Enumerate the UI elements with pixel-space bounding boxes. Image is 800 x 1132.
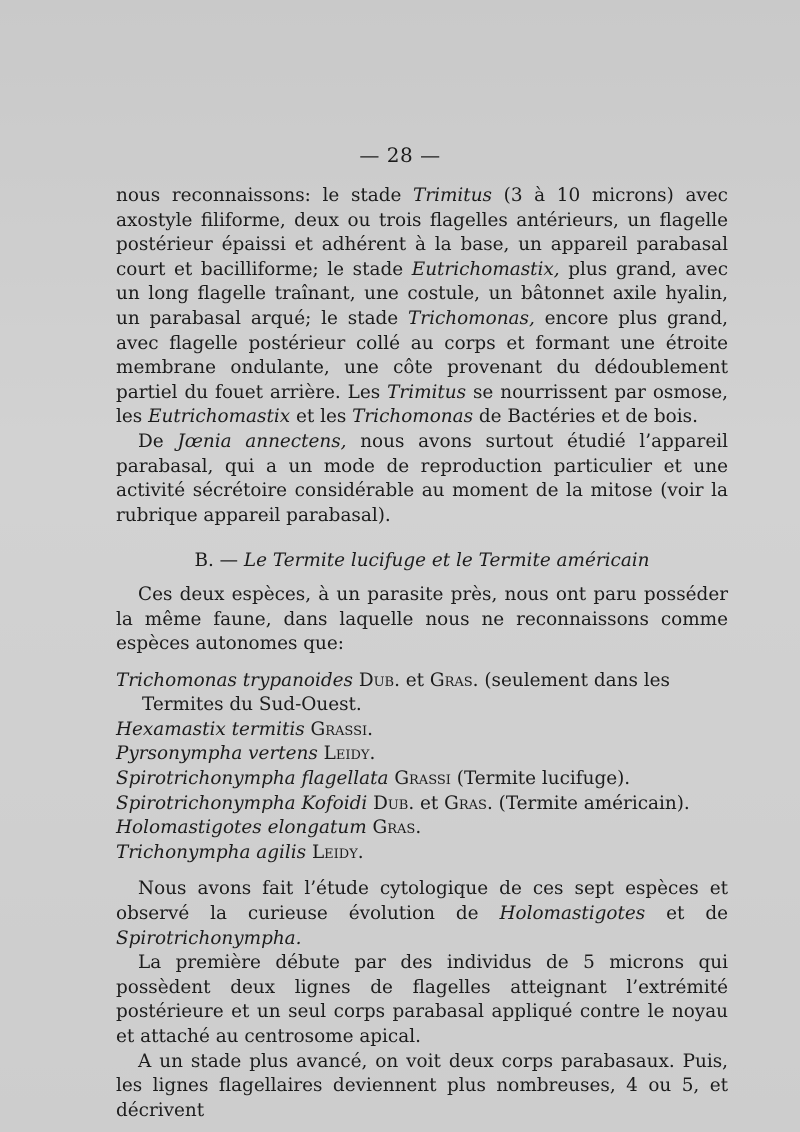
bottom-paragraph: [116, 1050, 728, 1124]
italic-term: Trimitus: [413, 185, 492, 206]
section-title: [116, 549, 728, 574]
intro-paragraph: Ces deux espèces, à un parasite près, nous ont paru posséder la même faune, dans laquelle nous ne reconnaissons comme espèces autonomes que:: [116, 583, 728, 655]
species-author: Dub.: [373, 792, 415, 814]
text-run: La première débute par des individus de 5 microns qui possèdent deux lignes de flagelles atteignant l’extrémité postérieure et un seul corps parabasal appliqué contre le noyau et attaché au centrosome apical.: [116, 952, 728, 1047]
bottom-paragraphs: [116, 877, 728, 1123]
species-note: (Termite lucifuge).: [450, 768, 631, 790]
italic-term: Eutrichomastix: [148, 406, 291, 428]
text-run: de Bactéries et de bois.: [473, 406, 698, 428]
species-author: Gras.: [444, 792, 493, 814]
species-author: Gras.: [429, 669, 479, 691]
species-note: .: [415, 817, 422, 839]
species-author: Leidy: [323, 743, 370, 765]
species-entry: [116, 841, 728, 866]
species-name: Spirotrichonympha flagellata: [116, 768, 389, 790]
text-run: plus grand, avec un long flagelle traînant, une costule, un bâtonnet axile hyalin, un parabasal arqué; le stade: [116, 258, 728, 329]
species-name: Pyrsonympha vertens: [116, 743, 318, 765]
italic-term: Eutrichomastix,: [411, 258, 560, 280]
species-name: Trichonympha agilis: [116, 841, 307, 863]
text-run: encore plus grand, avec flagelle postérieur collé au corps et formant une étroite membrane ondulante, une côte provenant du dédoublement partiel du fouet arrière. Les: [116, 307, 728, 403]
species-author: Gras: [372, 817, 416, 839]
text-run: (3 à 10 microns) avec axostyle filiforme, deux ou trois flagelles antérieurs, un flagelle postérieur épaissi et adhérent à la base, un appareil parabasal court et bacilliforme; le stade: [116, 185, 728, 280]
top-paragraphs: [116, 184, 728, 528]
species-entry: [116, 767, 728, 792]
species-entry: Spirotrichonympha Kofoidi Dub. et Gras. (Termite américain).: [116, 792, 690, 814]
species-author: Dub.: [358, 669, 400, 691]
section-prefix: B. —: [194, 550, 244, 572]
section-title-text: Le Termite lucifuge et le Termite américain: [243, 550, 650, 572]
species-entry: Trichomonas trypanoides Dub. et Gras. (seulement dans les Termites du Sud-Ouest.: [116, 669, 670, 716]
text-run: se nourrissent par osmose, les: [116, 381, 729, 428]
top-paragraph: [116, 184, 728, 430]
species-entry: [116, 718, 728, 743]
species-list: [116, 669, 728, 866]
italic-term: Trichomonas,: [408, 307, 535, 329]
text-run: A un stade plus avancé, on voit deux corps parabasaux. Puis, les lignes flagellaires deviennent plus nombreuses, 4 ou 5, et décrivent: [116, 1050, 728, 1121]
text-run: Nous avons fait l’étude cytologique de ces sept espèces et observé la curieuse évolution de: [116, 878, 728, 925]
species-entry: [116, 816, 728, 841]
bottom-paragraph: [116, 951, 728, 1049]
italic-term: Spirotrichonympha.: [116, 927, 302, 949]
species-author: Grassi: [394, 768, 451, 790]
top-paragraph: [116, 430, 728, 528]
italic-term: Trimitus: [387, 381, 467, 403]
species-name: Spirotrichonympha Kofoidi: [116, 792, 368, 814]
page-number: — 28 —: [359, 143, 441, 167]
text-run: et de: [645, 903, 728, 925]
italic-term: Trichomonas: [352, 406, 474, 428]
bottom-paragraph: [116, 877, 728, 951]
species-entry: [116, 742, 728, 767]
text-run: et les: [290, 406, 353, 428]
italic-term: Jœnia annectens,: [177, 430, 347, 452]
italic-term: Holomastigotes: [499, 903, 646, 925]
text-run: nous avons surtout étudié l’appareil parabasal, qui a un mode de reproduction particulier et une activité sécrétoire considérable au moment de la mitose (voir la rubrique appareil parabasal).: [116, 430, 728, 526]
species-note: .: [357, 841, 364, 863]
text-run: De: [138, 430, 178, 452]
species-author: Grassi: [310, 718, 368, 740]
species-name: Trichomonas trypanoides: [116, 669, 353, 691]
species-name: Hexamastix termitis: [116, 718, 305, 740]
species-author: Leidy: [311, 841, 358, 863]
species-note: .: [367, 718, 373, 740]
species-note: .: [369, 743, 376, 765]
species-note: (Termite américain).: [492, 792, 690, 814]
text-run: nous reconnaissons: le stade: [116, 185, 414, 206]
species-note: (seulement dans les Termites du Sud-Ouest.: [142, 669, 670, 716]
species-name: Holomastigotes elongatum: [116, 817, 367, 839]
body-text: [116, 184, 728, 1123]
